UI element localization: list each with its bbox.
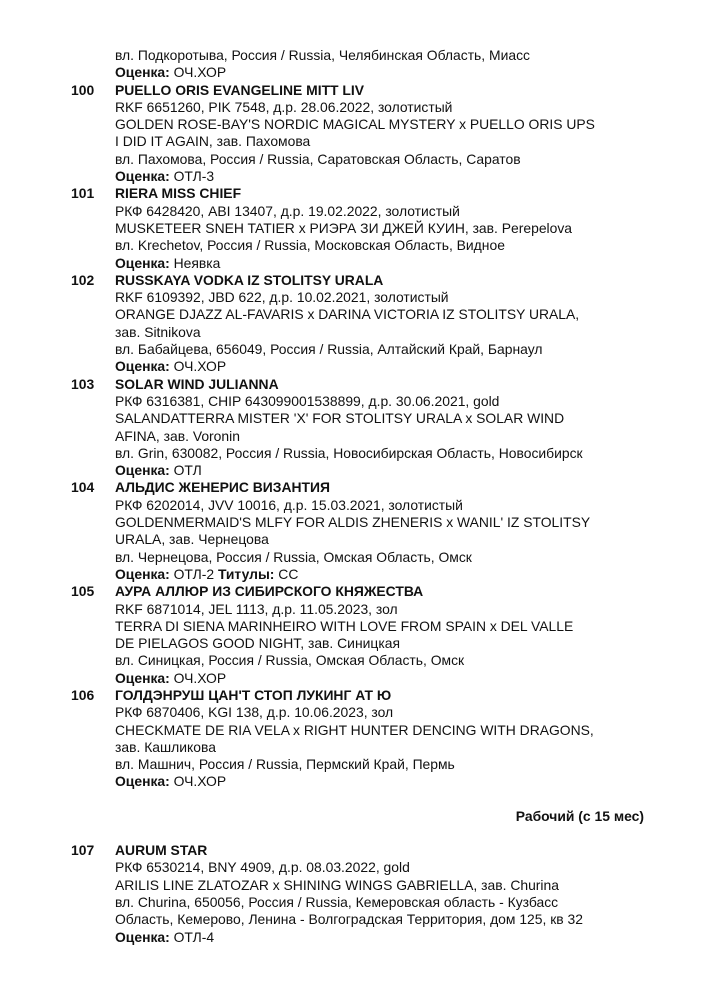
entry-detail-line: зав. Sitnikova (115, 323, 201, 340)
entry-detail-line: РКФ 6870406, KGI 138, д.р. 10.06.2023, зол (115, 704, 394, 721)
entry-number: 105 (71, 583, 95, 600)
grade-value: ОТЛ-4 (169, 928, 215, 945)
titles-value: СС (274, 565, 299, 582)
entry-detail-line: URALA, зав. Чернецова (115, 531, 269, 548)
section-gap (0, 791, 704, 808)
entry-header (0, 479, 704, 496)
entry-number: 101 (71, 185, 95, 202)
entry-detail-line: РКФ 6316381, CHIP 643099001538899, д.р. 30.06.2021, gold (115, 392, 500, 409)
grade-line (0, 168, 704, 185)
entry-header (0, 842, 704, 859)
catalog-entry (0, 479, 704, 583)
entry-detail-line: вл. Машнич, Россия / Russia, Пермский Край, Пермь (115, 756, 455, 773)
entries-list (0, 82, 704, 791)
entry-detail-line: RKF 6109392, JBD 622, д.р. 10.02.2021, золотистый (115, 289, 449, 306)
entry-detail-line: GOLDENMERMAID'S MLFY FOR ALDIS ZHENERIS x WANIL' IZ STOLITSY (115, 514, 591, 531)
entry-detail-line: вл. Синицкая, Россия / Russia, Омская Область, Омск (115, 652, 465, 669)
grade-line (0, 670, 704, 687)
entry-detail-line: ORANGE DJAZZ AL-FAVARIS x DARINA VICTORIA IZ STOLITSY URALA, (115, 306, 580, 323)
entry-number: 107 (71, 842, 95, 859)
grade-line (0, 64, 704, 81)
grade-value: ОЧ.ХОР (169, 358, 227, 375)
entry-header (0, 272, 704, 289)
grade-value: ОТЛ (169, 462, 202, 479)
entry-detail-line: вл. Пахомова, Россия / Russia, Саратовская Область, Саратов (115, 150, 521, 167)
entry-detail-line: вл. Churina, 650056, Россия / Russia, Кемеровская область - Кузбасс (115, 893, 559, 910)
entry-number: 103 (71, 375, 95, 392)
owner-line: вл. Подкоротыва, Россия / Russia, Челябинская Область, Миасс (115, 47, 530, 63)
entry-detail-line: CHECKMATE DE RIA VELA x RIGHT HUNTER DENCING WITH DRAGONS, (115, 721, 594, 738)
entry-detail-line: вл. Бабайцева, 656049, Россия / Russia, Алтайский Край, Барнаул (115, 341, 543, 358)
grade-line (0, 566, 704, 583)
dog-name: AURUM STAR (115, 842, 208, 859)
entry-number: 102 (71, 271, 95, 288)
dog-name: RUSSKAYA VODKA IZ STOLITSY URALA (115, 271, 384, 288)
dog-name: SOLAR WIND JULIANNA (115, 375, 279, 392)
grade-value: Неявка (169, 254, 221, 271)
entry-detail-line: РКФ 6428420, ABI 13407, д.р. 19.02.2022, золотистый (115, 202, 460, 219)
grade-line (0, 773, 704, 790)
grade-line (0, 358, 704, 375)
entry-detail-line: MUSKETEER SNEH TATIER x РИЭРА ЗИ ДЖЕЙ КУИН, зав. Perepelova (115, 219, 573, 236)
grade-line (0, 929, 704, 946)
entry-header (0, 687, 704, 704)
entry-number: 100 (71, 81, 95, 98)
dog-name: RIERA MISS CHIEF (115, 185, 242, 202)
entry-header (0, 185, 704, 202)
grade-value: ОЧ.ХОР (169, 773, 227, 790)
grade-label: Оценка: (115, 462, 170, 479)
grade-value: ОЧ.ХОР (169, 64, 227, 81)
catalog-entry (0, 185, 704, 271)
entry-number: 104 (71, 479, 95, 496)
grade-label: Оценка: (115, 168, 170, 185)
section-gap (0, 825, 704, 842)
entry-detail-line: GOLDEN ROSE-BAY'S NORDIC MAGICAL MYSTERY x PUELLO ORIS UPS (115, 116, 595, 133)
entry-detail-line: SALANDATTERRA MISTER 'X' FOR STOLITSY URALA x SOLAR WIND (115, 410, 565, 427)
entry-detail-line: вл. Grin, 630082, Россия / Russia, Новосибирская Область, Новосибирск (115, 444, 583, 461)
entries-list-working (0, 842, 704, 946)
entry-detail-line: TERRA DI SIENA MARINHEIRO WITH LOVE FROM SPAIN x DEL VALLE (115, 617, 574, 634)
catalog-entry (0, 272, 704, 376)
dog-name: PUELLO ORIS EVANGELINE MITT LIV (115, 81, 365, 98)
catalog-entry (0, 842, 704, 946)
entry-detail-line: вл. Krechetov, Россия / Russia, Московская Область, Видное (115, 237, 505, 254)
grade-label: Оценка: (115, 254, 170, 271)
entry-detail-line: AFINA, зав. Voronin (115, 427, 240, 444)
grade-line (0, 255, 704, 272)
grade-label: Оценка: (115, 928, 170, 945)
grade-label: Оценка: (115, 773, 170, 790)
grade-label: Оценка: (115, 565, 170, 582)
catalog-entry (0, 376, 704, 480)
grade-value: ОЧ.ХОР (169, 669, 227, 686)
grade-value: ОТЛ-2 (169, 565, 218, 582)
entry-detail-line: РКФ 6530214, BNY 4909, д.р. 08.03.2022, gold (115, 859, 410, 876)
dog-name: АЛЬДИС ЖЕНЕРИС ВИЗАНТИЯ (115, 479, 331, 496)
entry-detail-line: I DID IT AGAIN, зав. Пахомова (115, 133, 311, 150)
grade-value: ОТЛ-3 (169, 168, 215, 185)
entry-detail-line: RKF 6871014, JEL 1113, д.р. 11.05.2023, зол (115, 600, 398, 617)
entry-header (0, 583, 704, 600)
entry-detail-line: ARILIS LINE ZLATOZAR x SHINING WINGS GABRIELLA, зав. Churina (115, 876, 559, 893)
dog-name: АУРА АЛЛЮР ИЗ СИБИРСКОГО КНЯЖЕСТВА (115, 583, 424, 600)
entry-detail-line: РКФ 6202014, JVV 10016, д.р. 15.03.2021, золотистый (115, 496, 463, 513)
titles-label: Титулы: (217, 565, 275, 582)
entry-detail-line: DE PIELAGOS GOOD NIGHT, зав. Синицкая (115, 635, 400, 652)
dog-name: ГОЛДЭНРУШ ЦАН'Т СТОП ЛУКИНГ АТ Ю (115, 686, 392, 703)
section-title: Рабочий (с 15 мес) (515, 807, 644, 824)
catalog-entry (0, 82, 704, 186)
entry-number: 106 (71, 686, 95, 703)
grade-line (0, 462, 704, 479)
grade-label: Оценка: (115, 64, 170, 81)
entry-detail-line: зав. Кашликова (115, 738, 216, 755)
entry-detail-line: вл. Чернецова, Россия / Russia, Омская Область, Омск (115, 548, 472, 565)
entry-header (0, 82, 704, 99)
grade-label: Оценка: (115, 358, 170, 375)
entry-detail-line: Область, Кемерово, Ленина - Волгоградская Территория, дом 125, кв 32 (115, 911, 583, 928)
catalog-entry (0, 687, 704, 791)
grade-label: Оценка: (115, 669, 170, 686)
entry-detail-line: RKF 6651260, PIK 7548, д.р. 28.06.2022, золотистый (115, 98, 453, 115)
catalog-entry (0, 583, 704, 687)
catalog-page (0, 47, 704, 946)
entry-header (0, 376, 704, 393)
